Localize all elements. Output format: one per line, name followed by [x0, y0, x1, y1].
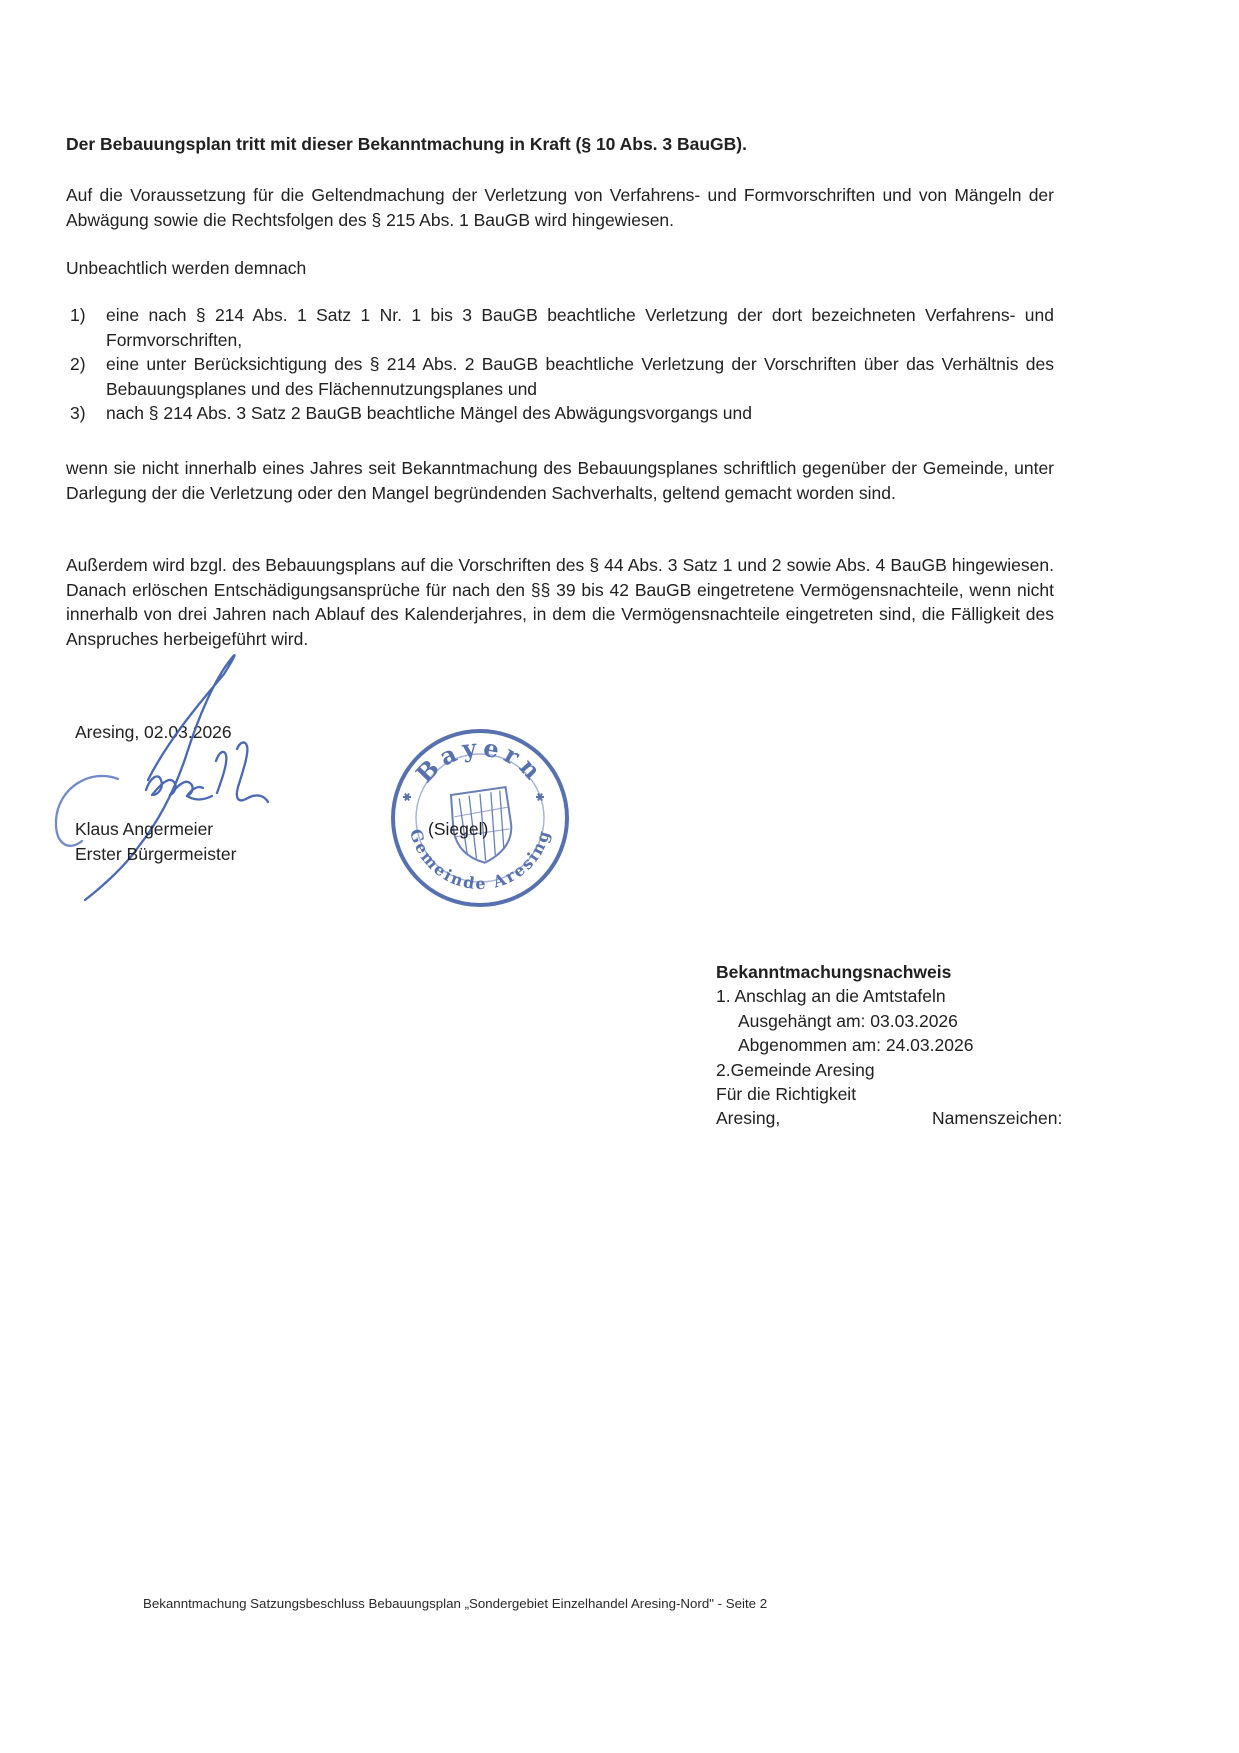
paragraph-unbeachtlich: Unbeachtlich werden demnach: [66, 258, 307, 278]
list-item: [70, 401, 1054, 426]
list-item-text: eine unter Berücksichtigung des § 214 Abs. 2 BauGB beachtliche Verletzung der Vorschriften über das Verhältnis des Bebauungsplanes und des Flächennutzungsplanes und: [106, 354, 1054, 399]
list-item-marker: 3): [70, 403, 86, 423]
siegel-label: (Siegel): [428, 819, 489, 839]
nachweis-item1: 1. Anschlag an die Amtstafeln: [716, 986, 946, 1007]
bekanntmachungsnachweis-block: [716, 960, 1146, 1131]
place-date-line: Aresing, 02.03.2026: [75, 722, 232, 742]
nachweis-ort: Aresing,: [716, 1108, 781, 1129]
numbered-list: [70, 303, 1054, 426]
list-item: [70, 303, 1054, 352]
list-item-text: nach § 214 Abs. 3 Satz 2 BauGB beachtliche Mängel des Abwägungsvorgangs und: [106, 403, 753, 423]
page-footer: Bekanntmachung Satzungsbeschluss Bebauungsplan „Sondergebiet Einzelhandel Aresing-Nord" - Seite 2: [143, 1596, 768, 1611]
nachweis-ausgehaengt: Ausgehängt am: 03.03.2026: [738, 1010, 958, 1031]
document-heading: Der Bebauungsplan tritt mit dieser Bekanntmachung in Kraft (§ 10 Abs. 3 BauGB).: [66, 134, 747, 154]
svg-text:Bayern: [410, 732, 550, 788]
paragraph-wenn: wenn sie nicht innerhalb eines Jahres seit Bekanntmachung des Bebauungsplanes schriftlich gegenüber der Gemeinde, unter Darlegung der die Verletzung oder den Mangel begründenden Sachverhalts, geltend gemacht worden sind.: [66, 458, 1054, 503]
signer-block: [75, 817, 236, 866]
seal-top-text: Bayern: [409, 732, 551, 789]
nachweis-signature-line: [716, 1106, 1146, 1130]
list-item: [70, 352, 1054, 401]
list-item-marker: 1): [70, 305, 86, 325]
seal-bottom-text: Gemeinde Aresing: [405, 826, 554, 894]
list-item-text: eine nach § 214 Abs. 1 Satz 1 Nr. 1 bis 3 BauGB beachtliche Verletzung der dort bezeichneten Verfahrens- und Formvorschriften,: [106, 305, 1054, 350]
paragraph-voraussetzung: Auf die Voraussetzung für die Geltendmachung der Verletzung von Verfahrens- und Formvorschriften und von Mängeln der Abwägung sowie die Rechtsfolgen des § 215 Abs. 1 BauGB wird hingewiesen.: [66, 185, 1054, 230]
nachweis-heading: Bekanntmachungsnachweis: [716, 962, 952, 982]
signer-title: Erster Bürgermeister: [75, 843, 237, 864]
nachweis-item2: 2.Gemeinde Aresing: [716, 1059, 875, 1080]
signature-graphic: [40, 598, 280, 918]
seal-stamp-graphic: [385, 723, 575, 913]
signer-name: Klaus Angermeier: [75, 819, 214, 839]
nachweis-richtigkeit: Für die Richtigkeit: [716, 1084, 857, 1105]
list-item-marker: 2): [70, 354, 86, 374]
paragraph-ausserdem: Außerdem wird bzgl. des Bebauungsplans auf die Vorschriften des § 44 Abs. 3 Satz 1 und 2 sowie Abs. 4 BauGB hingewiesen. Danach erlöschen Entschädigungsansprüche für nach den §§ 39 bis 42 BauGB eingetretene Vermögensnachteile, wenn nicht innerhalb von drei Jahren nach Ablauf des Kalenderjahres, in dem die Vermögensnachteile eingetreten sind, die Fälligkeit des Anspruches herbeigeführt wird.: [66, 555, 1054, 649]
nachweis-namenszeichen: Namenszeichen:: [932, 1108, 1063, 1129]
nachweis-abgenommen: Abgenommen am: 24.03.2026: [738, 1035, 974, 1056]
